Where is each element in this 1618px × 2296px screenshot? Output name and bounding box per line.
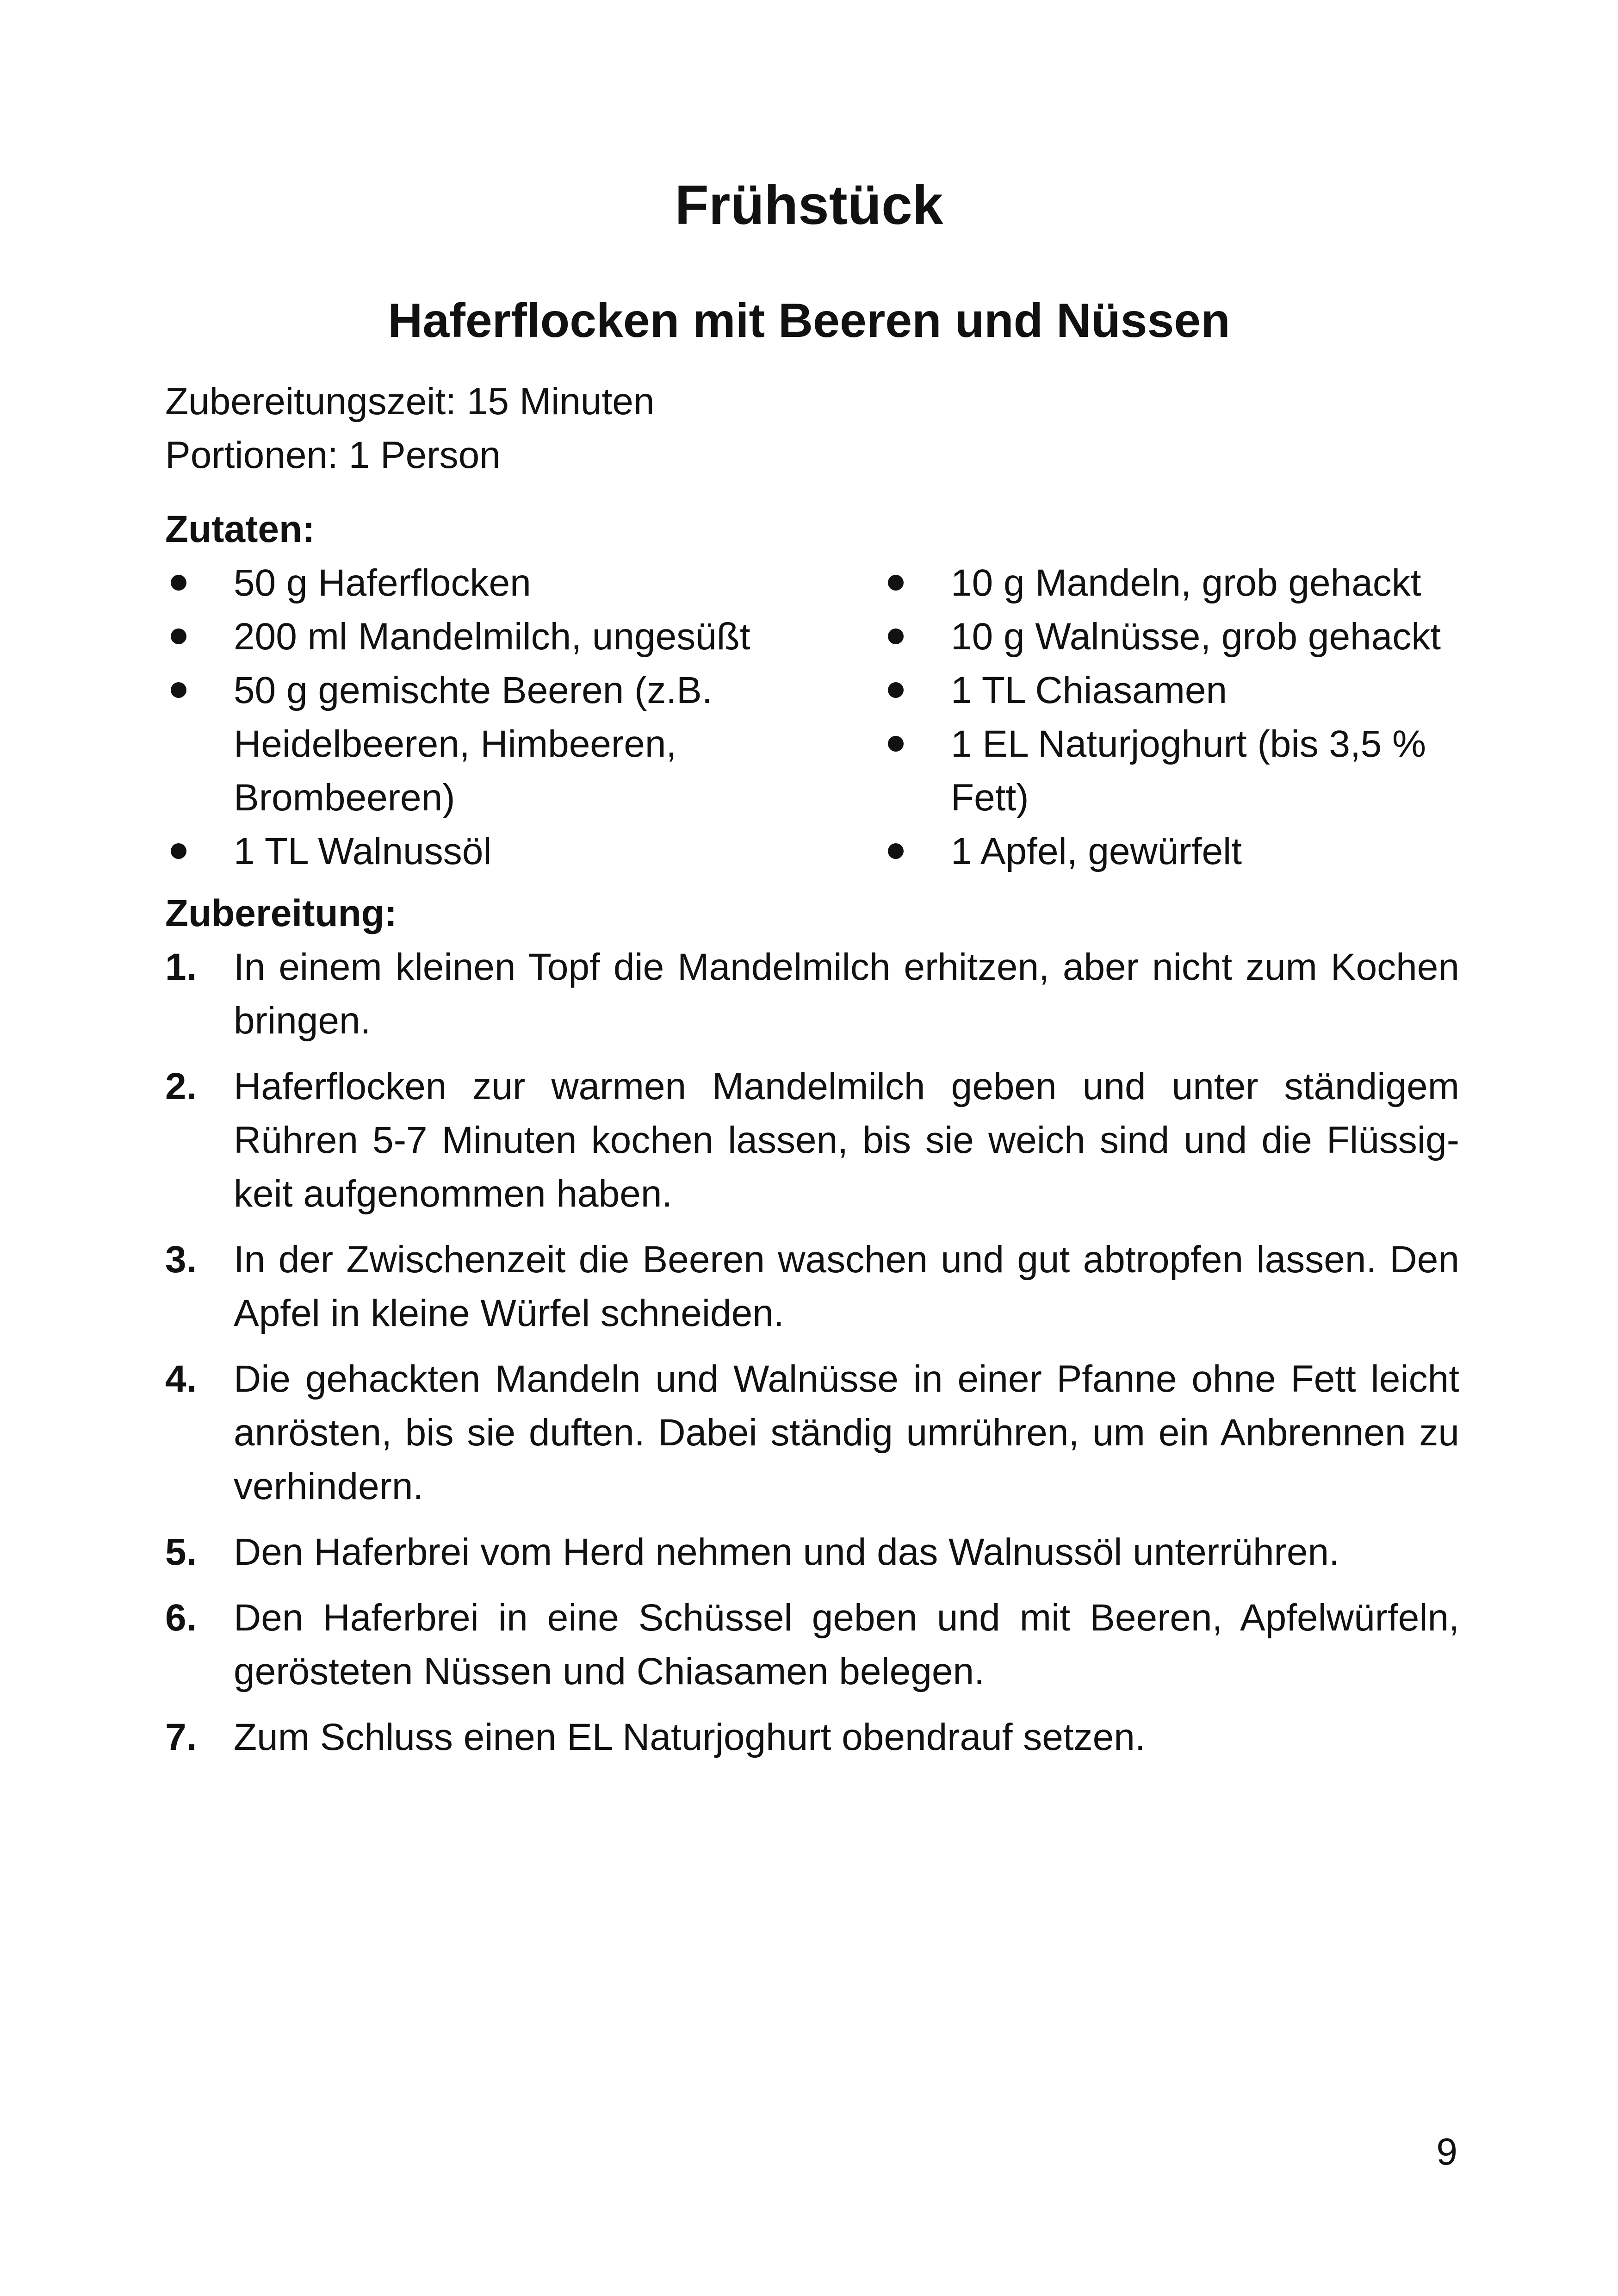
page-number: 9 — [1436, 2131, 1457, 2173]
step-text: Haferflocken zur warmen Mandelmilch geben und unter ständigem Rühren 5-7 Minuten kochen lassen, bis sie weich sind und die Flüssigkeit aufgenommen haben. — [234, 1065, 1459, 1215]
preparation-step — [165, 1233, 1459, 1340]
recipe-content — [165, 375, 1459, 1776]
ingredient-text: 10 g Walnüsse, grob gehackt — [951, 616, 1441, 658]
preparation-step — [165, 1060, 1459, 1221]
ingredient-item — [882, 610, 1459, 664]
bullet-icon — [888, 628, 904, 644]
step-number: 5. — [165, 1531, 197, 1573]
bullet-icon — [888, 736, 904, 752]
step-number: 2. — [165, 1065, 197, 1108]
step-number: 7. — [165, 1716, 197, 1758]
ingredient-item — [165, 610, 882, 664]
bullet-icon — [171, 843, 186, 859]
step-text: Den Haferbrei vom Herd nehmen und das Walnussöl unterrühren. — [234, 1531, 1339, 1573]
bullet-icon — [171, 682, 186, 698]
step-text: Den Haferbrei in eine Schüssel geben und mit Beeren, Apfelwürfeln, gerösteten Nüssen und Chiasamen belegen. — [234, 1597, 1459, 1692]
step-number: 6. — [165, 1597, 197, 1639]
step-text: In einem kleinen Topf die Mandelmilch erhitzen, aber nicht zum Kochen bringen. — [234, 946, 1459, 1042]
preparation-step — [165, 1591, 1459, 1699]
step-text: Die gehackten Mandeln und Walnüsse in einer Pfanne ohne Fett leicht anrösten, bis sie duften. Dabei ständig umrühren, um ein Anbrennen zu verhindern. — [234, 1358, 1459, 1507]
preparation-step — [165, 940, 1459, 1048]
ingredient-text: 1 TL Chiasamen — [951, 669, 1227, 711]
step-number: 3. — [165, 1238, 197, 1281]
prep-time: Zubereitungszeit: 15 Minuten — [165, 380, 655, 423]
bullet-icon — [888, 682, 904, 698]
section-title: Frühstück — [675, 174, 943, 236]
preparation-step — [165, 1525, 1459, 1579]
ingredients-list-right — [882, 556, 1459, 878]
ingredient-item — [882, 664, 1459, 717]
preparation-step — [165, 1711, 1459, 1764]
step-text: In der Zwischenzeit die Beeren waschen und gut abtropfen lassen. Den Apfel in kleine Würfel schneiden. — [234, 1238, 1459, 1334]
portions: Portionen: 1 Person — [165, 434, 501, 476]
step-text: Zum Schluss einen EL Naturjoghurt obendrauf setzen. — [234, 1716, 1146, 1758]
ingredient-item — [882, 717, 1459, 825]
ingredient-text: 1 Apfel, gewürfelt — [951, 830, 1242, 872]
bullet-icon — [171, 575, 186, 591]
ingredient-item — [882, 556, 1459, 610]
ingredient-text: 50 g gemischte Beeren (z.B. Heidelbeeren, Himbeeren, Brombeeren) — [234, 669, 713, 819]
ingredient-item — [882, 825, 1459, 878]
step-number: 1. — [165, 946, 197, 988]
ingredient-item — [165, 825, 882, 878]
step-number: 4. — [165, 1358, 197, 1400]
ingredient-text: 10 g Mandeln, grob gehackt — [951, 562, 1421, 604]
preparation-steps — [165, 940, 1459, 1764]
preparation-step — [165, 1352, 1459, 1513]
ingredient-item — [165, 664, 882, 825]
bullet-icon — [888, 843, 904, 859]
bullet-icon — [171, 628, 186, 644]
ingredients-list-left — [165, 556, 882, 878]
ingredients-heading: Zutaten: — [165, 508, 315, 550]
bullet-icon — [888, 575, 904, 591]
ingredient-text: 1 EL Naturjoghurt (bis 3,5 % Fett) — [951, 723, 1426, 819]
ingredient-text: 200 ml Mandelmilch, ungesüßt — [234, 616, 750, 658]
ingredient-text: 50 g Haferflocken — [234, 562, 531, 604]
ingredient-item — [165, 556, 882, 610]
preparation-heading: Zubereitung: — [165, 892, 397, 934]
ingredient-text: 1 TL Walnussöl — [234, 830, 492, 872]
recipe-title: Haferflocken mit Beeren und Nüssen — [388, 294, 1230, 348]
ingredients-columns — [165, 556, 1459, 878]
